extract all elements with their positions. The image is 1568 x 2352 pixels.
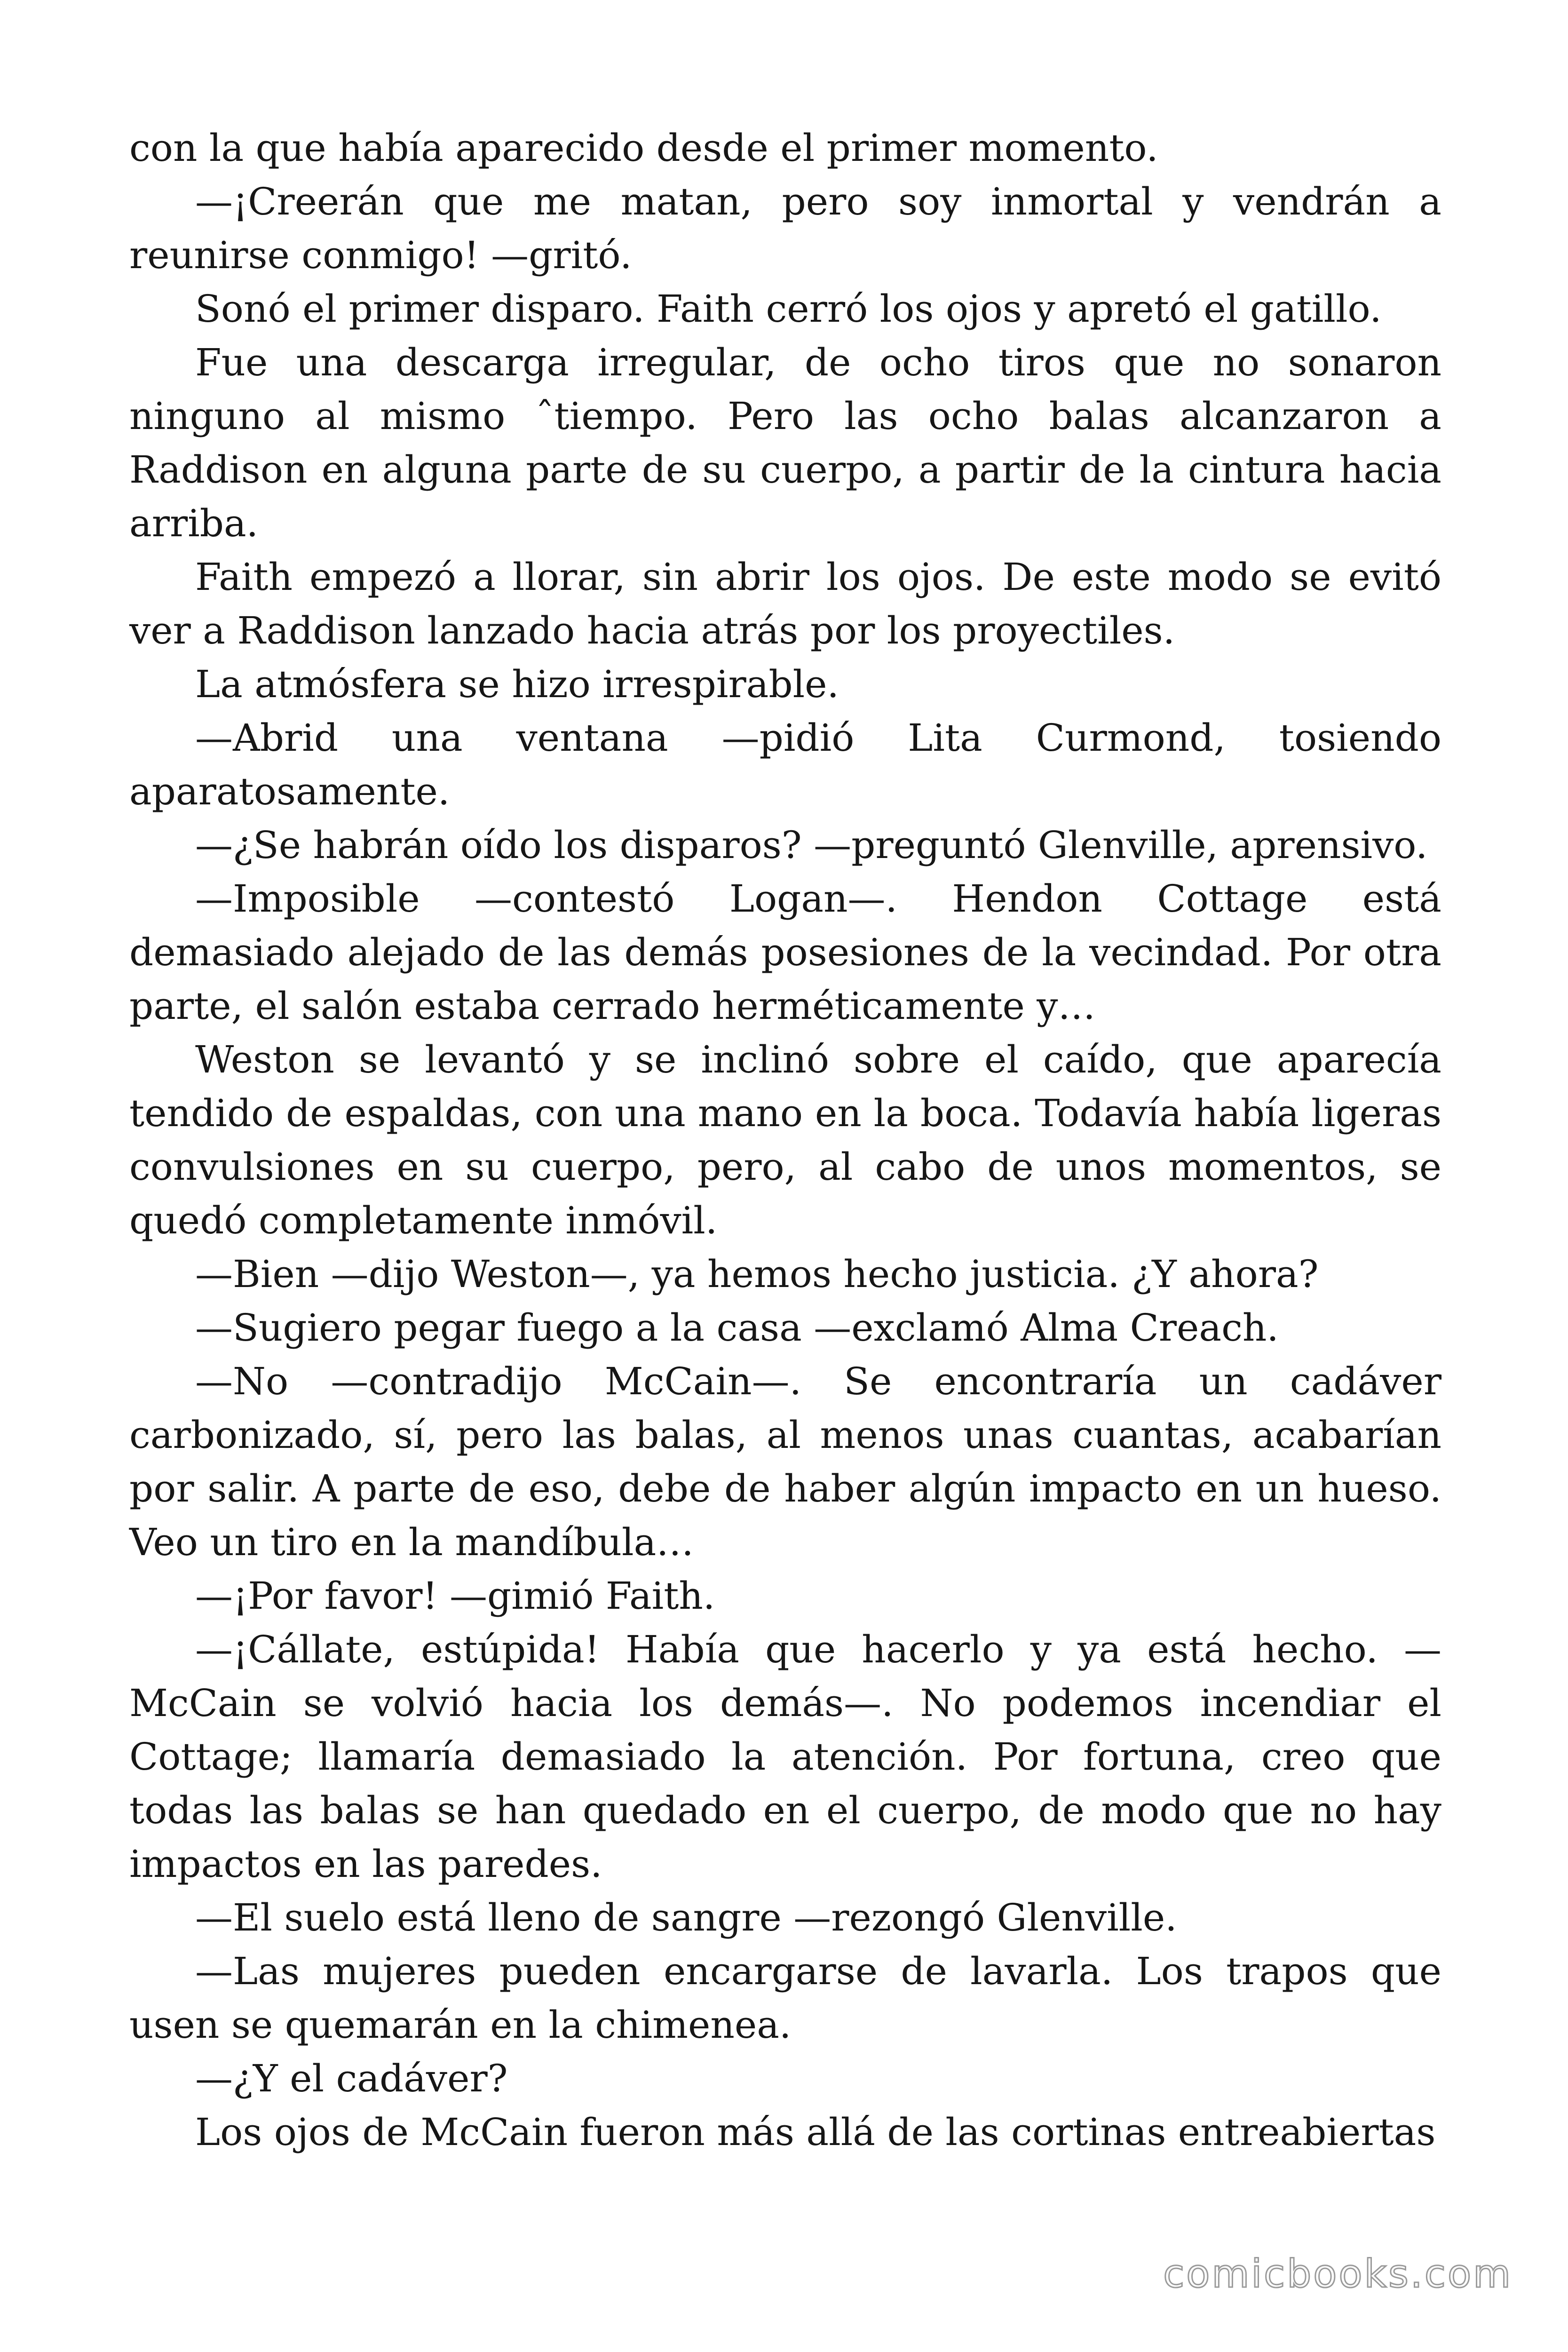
paragraph: Faith empezó a llorar, sin abrir los ojos. De este modo se evitó ver a Raddison lanzado hacia atrás por los proyectiles. — [129, 555, 1441, 652]
watermark-logo: comicbooks.com — [1163, 2252, 1513, 2296]
paragraph: con la que había aparecido desde el primer momento. — [129, 126, 1158, 170]
paragraph: Sonó el primer disparo. Faith cerró los ojos y apretó el gatillo. — [195, 287, 1382, 331]
page-body-text — [129, 121, 1441, 2159]
paragraph: Weston se levantó y se inclinó sobre el caído, que aparecía tendido de espaldas, con una mano en la boca. Todavía había ligeras convulsiones en su cuerpo, pero, al cabo de unos momentos, se quedó completamente inmóvil. — [129, 1038, 1441, 1242]
paragraph: —Sugiero pegar fuego a la casa —exclamó Alma Creach. — [195, 1306, 1279, 1350]
paragraph: —¡Por favor! —gimió Faith. — [195, 1574, 715, 1618]
paragraph: —El suelo está lleno de sangre —rezongó Glenville. — [195, 1896, 1177, 1939]
paragraph: Los ojos de McCain fueron más allá de las cortinas entreabiertas — [195, 2110, 1436, 2154]
paragraph: —No —contradijo McCain—. Se encontraría un cadáver carbonizado, sí, pero las balas, al menos unas cuantas, acabarían por salir. A parte de eso, debe de haber algún impacto en un hueso. Veo un tiro en la mandíbula… — [129, 1359, 1441, 1564]
paragraph: —Imposible —contestó Logan—. Hendon Cottage está demasiado alejado de las demás posesiones de la vecindad. Por otra parte, el salón estaba cerrado herméticamente y… — [129, 877, 1441, 1028]
paragraph: —Abrid una ventana —pidió Lita Curmond, tosiendo aparatosamente. — [129, 716, 1441, 813]
paragraph: —¡Creerán que me matan, pero soy inmortal y vendrán a reunirse conmigo! —gritó. — [129, 180, 1441, 277]
paragraph: Fue una descarga irregular, de ocho tiros que no sonaron ninguno al mismo ˆtiempo. Pero las ocho balas alcanzaron a Raddison en alguna parte de su cuerpo, a partir de la cintura hacia arriba. — [129, 341, 1441, 545]
paragraph: La atmósfera se hizo irrespirable. — [195, 662, 839, 706]
paragraph: —¿Y el cadáver? — [195, 2057, 508, 2100]
paragraph: —¿Se habrán oído los disparos? —preguntó Glenville, aprensivo. — [195, 823, 1428, 867]
paragraph: —Bien —dijo Weston—, ya hemos hecho justicia. ¿Y ahora? — [195, 1252, 1319, 1296]
paragraph: —¡Cállate, estúpida! Había que hacerlo y ya está hecho. —McCain se volvió hacia los demás—. No podemos incendiar el Cottage; llamaría demasiado la atención. Por fortuna, creo que todas las balas se han quedado en el cuerpo, de modo que no hay impactos en las paredes. — [129, 1628, 1441, 1886]
paragraph: —Las mujeres pueden encargarse de lavarla. Los trapos que usen se quemarán en la chimenea. — [129, 1949, 1441, 2047]
